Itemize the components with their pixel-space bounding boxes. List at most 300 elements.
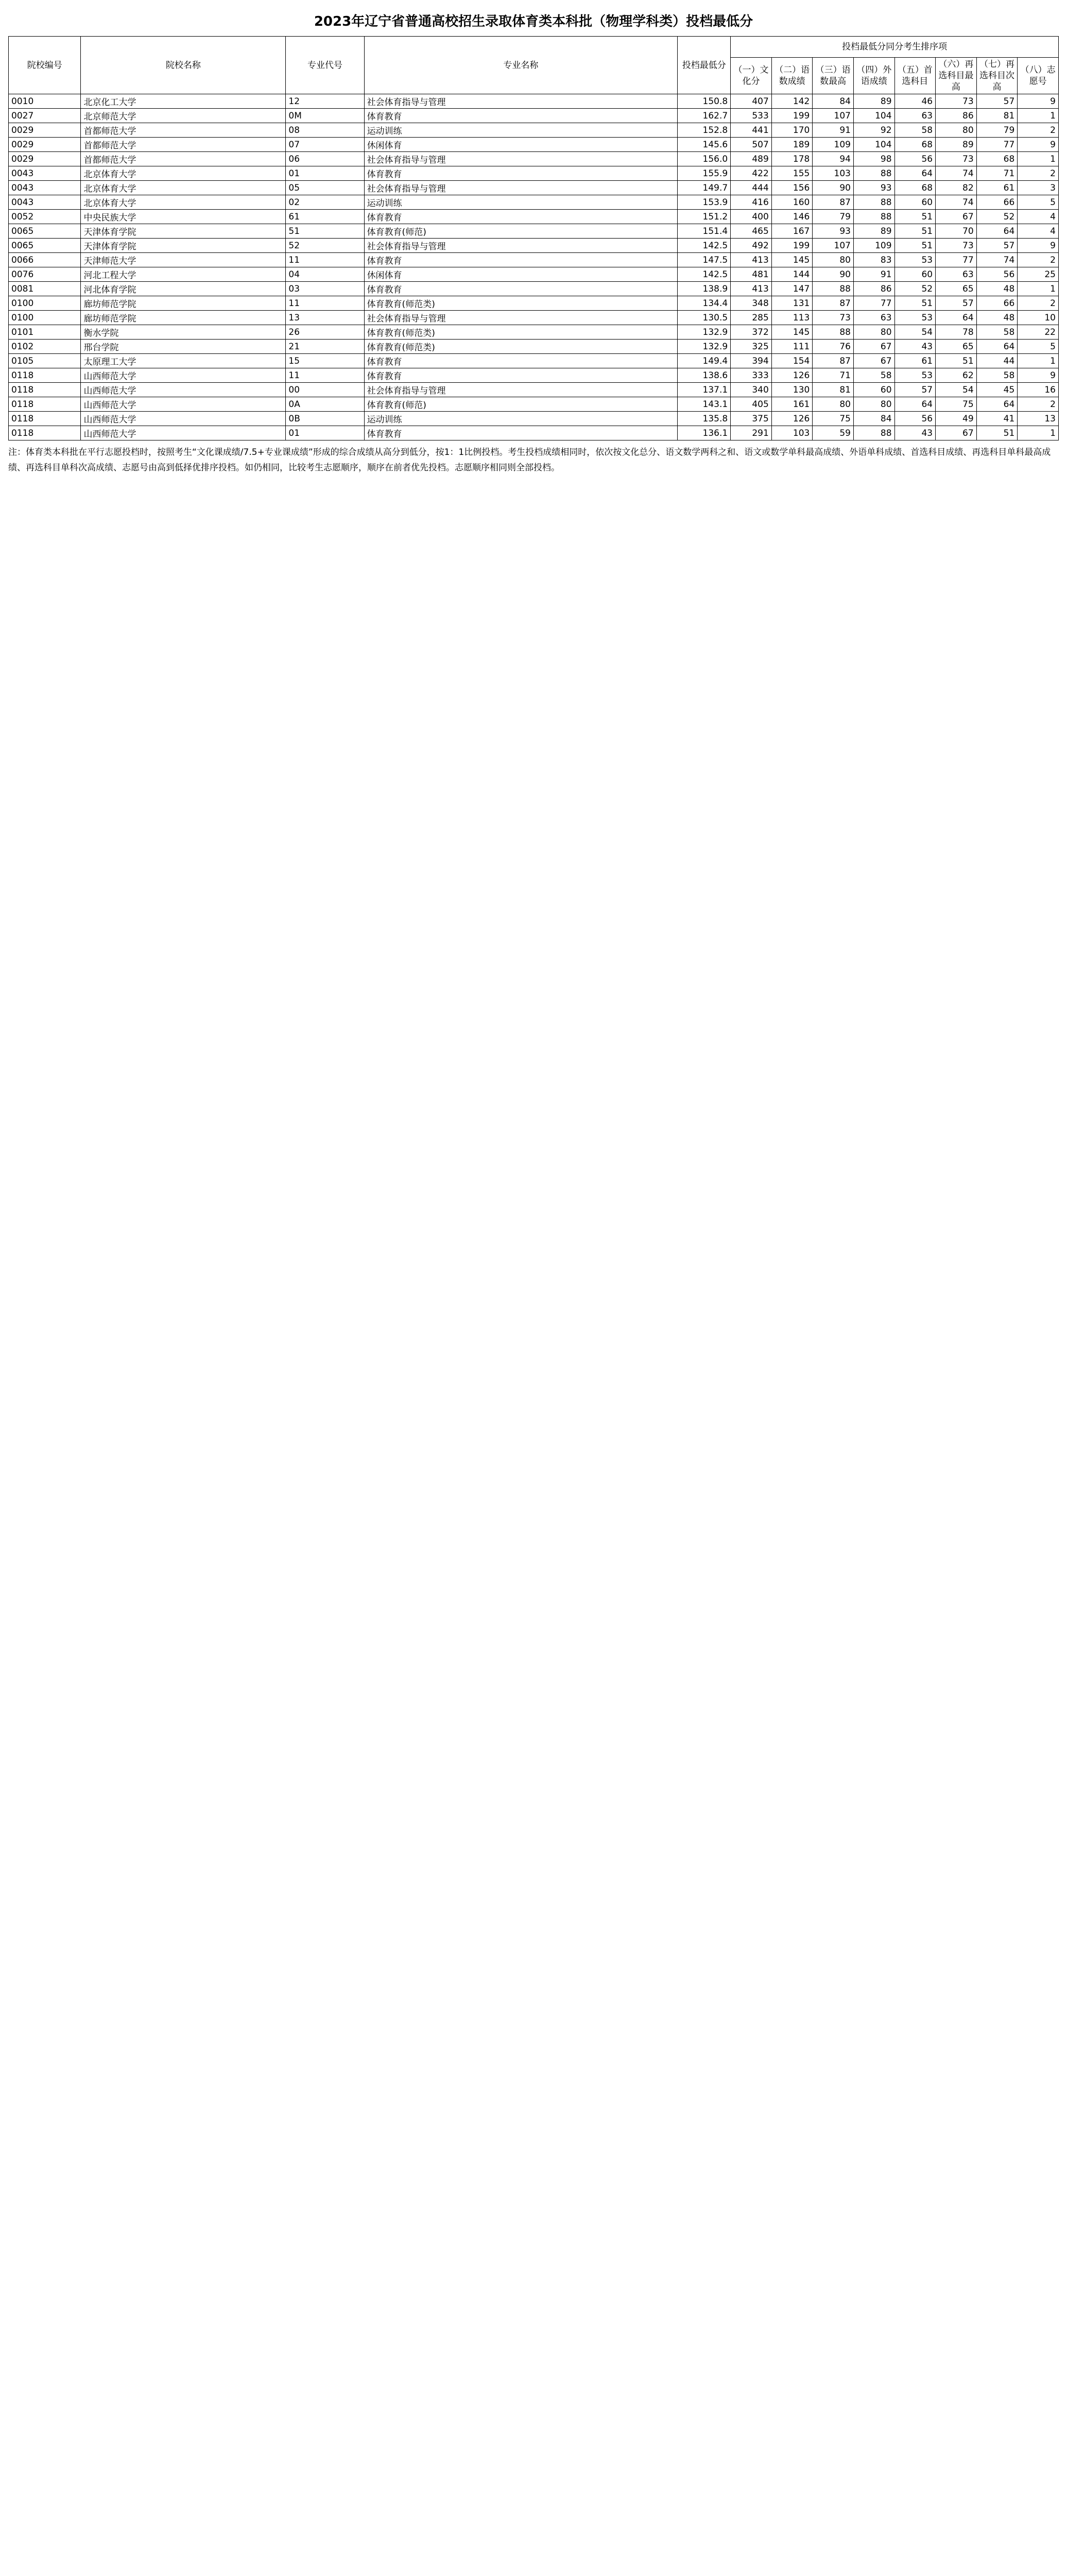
- cell-sub-2: 156: [771, 181, 813, 195]
- cell-min-score: 149.7: [678, 181, 731, 195]
- header-sub-5: （五）首选科目: [894, 58, 936, 94]
- cell-min-score: 145.6: [678, 138, 731, 152]
- cell-sub-1: 422: [731, 166, 772, 181]
- cell-min-score: 156.0: [678, 152, 731, 166]
- cell-school-name: 北京化工大学: [81, 94, 286, 109]
- cell-sub-5: 57: [894, 383, 936, 397]
- cell-sub-2: 167: [771, 224, 813, 239]
- cell-sub-5: 58: [894, 123, 936, 138]
- header-sub-7: （七）再选科目次高: [976, 58, 1018, 94]
- cell-major-name: 体育教育: [364, 354, 678, 368]
- cell-sub-1: 413: [731, 282, 772, 296]
- cell-sub-1: 348: [731, 296, 772, 311]
- cell-school-code: 0118: [9, 397, 81, 412]
- cell-sub-3: 71: [813, 368, 854, 383]
- cell-min-score: 137.1: [678, 383, 731, 397]
- cell-sub-2: 178: [771, 152, 813, 166]
- cell-min-score: 162.7: [678, 109, 731, 123]
- cell-sub-5: 61: [894, 354, 936, 368]
- cell-sub-2: 126: [771, 368, 813, 383]
- cell-sub-1: 489: [731, 152, 772, 166]
- cell-sub-2: 155: [771, 166, 813, 181]
- cell-sub-8: 5: [1018, 195, 1059, 210]
- cell-major-name: 体育教育: [364, 109, 678, 123]
- cell-sub-6: 65: [936, 340, 977, 354]
- cell-sub-7: 61: [976, 181, 1018, 195]
- cell-major-code: 51: [286, 224, 364, 239]
- page-title: 2023年辽宁省普通高校招生录取体育类本科批（物理学科类）投档最低分: [314, 14, 753, 29]
- cell-min-score: 138.6: [678, 368, 731, 383]
- table-row: [9, 397, 1059, 412]
- cell-school-code: 0065: [9, 224, 81, 239]
- cell-major-code: 05: [286, 181, 364, 195]
- cell-sub-7: 64: [976, 340, 1018, 354]
- table-body: [9, 94, 1059, 440]
- cell-sub-7: 79: [976, 123, 1018, 138]
- cell-sub-7: 64: [976, 397, 1018, 412]
- table-row: [9, 325, 1059, 340]
- cell-sub-2: 111: [771, 340, 813, 354]
- cell-sub-7: 66: [976, 296, 1018, 311]
- cell-sub-7: 58: [976, 368, 1018, 383]
- cell-sub-3: 80: [813, 253, 854, 267]
- cell-sub-6: 65: [936, 282, 977, 296]
- table-row: [9, 383, 1059, 397]
- cell-sub-1: 405: [731, 397, 772, 412]
- cell-sub-2: 144: [771, 267, 813, 282]
- cell-school-name: 天津师范大学: [81, 253, 286, 267]
- header-school-code: 院校编号: [9, 37, 81, 94]
- cell-sub-1: 413: [731, 253, 772, 267]
- cell-major-name: 社会体育指导与管理: [364, 181, 678, 195]
- cell-sub-4: 91: [853, 267, 894, 282]
- cell-major-name: 休闲体育: [364, 267, 678, 282]
- cell-sub-4: 86: [853, 282, 894, 296]
- cell-school-name: 廊坊师范学院: [81, 311, 286, 325]
- cell-sub-4: 80: [853, 397, 894, 412]
- cell-sub-8: 2: [1018, 123, 1059, 138]
- cell-school-code: 0029: [9, 123, 81, 138]
- cell-sub-7: 57: [976, 94, 1018, 109]
- cell-sub-1: 285: [731, 311, 772, 325]
- cell-major-code: 07: [286, 138, 364, 152]
- table-row: [9, 166, 1059, 181]
- cell-major-name: 休闲体育: [364, 138, 678, 152]
- cell-sub-1: 375: [731, 412, 772, 426]
- cell-sub-8: 1: [1018, 109, 1059, 123]
- cell-major-code: 15: [286, 354, 364, 368]
- cell-major-code: 61: [286, 210, 364, 224]
- cell-sub-4: 60: [853, 383, 894, 397]
- cell-school-code: 0118: [9, 426, 81, 440]
- cell-sub-1: 441: [731, 123, 772, 138]
- cell-sub-1: 444: [731, 181, 772, 195]
- cell-sub-2: 145: [771, 253, 813, 267]
- header-school-name: 院校名称: [81, 37, 286, 94]
- cell-sub-4: 83: [853, 253, 894, 267]
- cell-school-name: 山西师范大学: [81, 383, 286, 397]
- cell-sub-3: 59: [813, 426, 854, 440]
- cell-major-name: 体育教育: [364, 282, 678, 296]
- cell-sub-5: 56: [894, 152, 936, 166]
- cell-sub-3: 90: [813, 181, 854, 195]
- cell-major-code: 04: [286, 267, 364, 282]
- cell-sub-6: 64: [936, 311, 977, 325]
- cell-sub-4: 88: [853, 166, 894, 181]
- cell-min-score: 142.5: [678, 267, 731, 282]
- table-row: [9, 368, 1059, 383]
- cell-min-score: 130.5: [678, 311, 731, 325]
- cell-min-score: 152.8: [678, 123, 731, 138]
- cell-sub-5: 60: [894, 267, 936, 282]
- cell-major-code: 13: [286, 311, 364, 325]
- cell-sub-8: 2: [1018, 253, 1059, 267]
- cell-sub-3: 103: [813, 166, 854, 181]
- cell-school-name: 北京体育大学: [81, 166, 286, 181]
- cell-sub-1: 333: [731, 368, 772, 383]
- cell-school-name: 山西师范大学: [81, 426, 286, 440]
- table-row: [9, 109, 1059, 123]
- cell-school-name: 首都师范大学: [81, 152, 286, 166]
- cell-school-name: 河北体育学院: [81, 282, 286, 296]
- cell-school-name: 首都师范大学: [81, 123, 286, 138]
- cell-sub-8: 9: [1018, 239, 1059, 253]
- cell-sub-2: 161: [771, 397, 813, 412]
- cell-major-name: 体育教育: [364, 426, 678, 440]
- cell-school-name: 北京体育大学: [81, 195, 286, 210]
- cell-sub-1: 481: [731, 267, 772, 282]
- cell-sub-6: 67: [936, 426, 977, 440]
- cell-school-code: 0043: [9, 195, 81, 210]
- admission-score-table: [8, 36, 1059, 440]
- cell-sub-1: 340: [731, 383, 772, 397]
- cell-school-name: 中央民族大学: [81, 210, 286, 224]
- cell-major-code: 06: [286, 152, 364, 166]
- cell-sub-1: 372: [731, 325, 772, 340]
- cell-sub-2: 189: [771, 138, 813, 152]
- cell-sub-4: 89: [853, 94, 894, 109]
- cell-min-score: 147.5: [678, 253, 731, 267]
- cell-sub-4: 88: [853, 426, 894, 440]
- cell-sub-7: 52: [976, 210, 1018, 224]
- cell-major-name: 社会体育指导与管理: [364, 94, 678, 109]
- cell-major-name: 运动训练: [364, 195, 678, 210]
- cell-school-code: 0081: [9, 282, 81, 296]
- cell-major-name: 体育教育(师范): [364, 224, 678, 239]
- table-row: [9, 340, 1059, 354]
- cell-sub-8: 1: [1018, 354, 1059, 368]
- cell-major-code: 01: [286, 166, 364, 181]
- header-sub-3: （三）语数最高: [813, 58, 854, 94]
- cell-sub-7: 81: [976, 109, 1018, 123]
- cell-major-name: 体育教育: [364, 210, 678, 224]
- cell-min-score: 136.1: [678, 426, 731, 440]
- table-row: [9, 267, 1059, 282]
- cell-sub-7: 58: [976, 325, 1018, 340]
- cell-school-name: 天津体育学院: [81, 224, 286, 239]
- table-row: [9, 195, 1059, 210]
- cell-sub-4: 84: [853, 412, 894, 426]
- cell-min-score: 132.9: [678, 340, 731, 354]
- cell-sub-3: 75: [813, 412, 854, 426]
- cell-sub-2: 160: [771, 195, 813, 210]
- cell-sub-5: 53: [894, 368, 936, 383]
- header-sub-2: （二）语数成绩: [771, 58, 813, 94]
- cell-sub-1: 492: [731, 239, 772, 253]
- cell-sub-5: 64: [894, 166, 936, 181]
- cell-school-name: 廊坊师范学院: [81, 296, 286, 311]
- cell-sub-7: 66: [976, 195, 1018, 210]
- cell-sub-6: 67: [936, 210, 977, 224]
- cell-sub-6: 57: [936, 296, 977, 311]
- cell-sub-8: 9: [1018, 138, 1059, 152]
- cell-sub-2: 126: [771, 412, 813, 426]
- cell-school-name: 山西师范大学: [81, 368, 286, 383]
- cell-sub-6: 62: [936, 368, 977, 383]
- cell-sub-7: 71: [976, 166, 1018, 181]
- cell-sub-3: 88: [813, 282, 854, 296]
- cell-sub-2: 145: [771, 325, 813, 340]
- cell-major-name: 社会体育指导与管理: [364, 239, 678, 253]
- cell-sub-6: 82: [936, 181, 977, 195]
- table-row: [9, 354, 1059, 368]
- cell-sub-5: 60: [894, 195, 936, 210]
- cell-sub-6: 74: [936, 166, 977, 181]
- cell-school-name: 首都师范大学: [81, 138, 286, 152]
- cell-sub-5: 63: [894, 109, 936, 123]
- cell-sub-5: 68: [894, 181, 936, 195]
- cell-school-code: 0029: [9, 152, 81, 166]
- header-sub-6: （六）再选科目最高: [936, 58, 977, 94]
- cell-school-code: 0076: [9, 267, 81, 282]
- cell-sub-8: 2: [1018, 397, 1059, 412]
- cell-sub-8: 13: [1018, 412, 1059, 426]
- cell-major-code: 0B: [286, 412, 364, 426]
- cell-sub-1: 400: [731, 210, 772, 224]
- cell-sub-8: 9: [1018, 368, 1059, 383]
- cell-sub-2: 199: [771, 109, 813, 123]
- header-min-score: 投档最低分: [678, 37, 731, 94]
- cell-sub-2: 170: [771, 123, 813, 138]
- cell-sub-4: 88: [853, 210, 894, 224]
- cell-sub-2: 131: [771, 296, 813, 311]
- table-row: [9, 138, 1059, 152]
- cell-sub-6: 51: [936, 354, 977, 368]
- cell-sub-8: 2: [1018, 166, 1059, 181]
- cell-sub-6: 89: [936, 138, 977, 152]
- cell-school-code: 0029: [9, 138, 81, 152]
- cell-sub-3: 109: [813, 138, 854, 152]
- cell-sub-7: 44: [976, 354, 1018, 368]
- cell-school-name: 山西师范大学: [81, 412, 286, 426]
- cell-major-name: 体育教育(师范类): [364, 340, 678, 354]
- cell-major-name: 体育教育: [364, 166, 678, 181]
- cell-major-name: 社会体育指导与管理: [364, 311, 678, 325]
- cell-min-score: 132.9: [678, 325, 731, 340]
- cell-sub-3: 88: [813, 325, 854, 340]
- cell-major-code: 01: [286, 426, 364, 440]
- cell-sub-4: 104: [853, 138, 894, 152]
- cell-sub-5: 68: [894, 138, 936, 152]
- cell-sub-3: 87: [813, 296, 854, 311]
- cell-major-name: 社会体育指导与管理: [364, 152, 678, 166]
- cell-sub-4: 67: [853, 340, 894, 354]
- cell-sub-6: 77: [936, 253, 977, 267]
- cell-school-name: 邢台学院: [81, 340, 286, 354]
- cell-major-code: 02: [286, 195, 364, 210]
- cell-school-code: 0118: [9, 383, 81, 397]
- cell-sub-3: 84: [813, 94, 854, 109]
- cell-sub-8: 1: [1018, 282, 1059, 296]
- cell-min-score: 155.9: [678, 166, 731, 181]
- table-row: [9, 282, 1059, 296]
- cell-school-code: 0100: [9, 311, 81, 325]
- cell-school-code: 0118: [9, 412, 81, 426]
- cell-sub-4: 58: [853, 368, 894, 383]
- cell-major-code: 11: [286, 368, 364, 383]
- table-row: [9, 123, 1059, 138]
- cell-sub-2: 113: [771, 311, 813, 325]
- cell-sub-4: 104: [853, 109, 894, 123]
- cell-sub-5: 51: [894, 239, 936, 253]
- cell-sub-1: 291: [731, 426, 772, 440]
- cell-min-score: 138.9: [678, 282, 731, 296]
- cell-sub-1: 416: [731, 195, 772, 210]
- cell-sub-5: 43: [894, 426, 936, 440]
- cell-sub-5: 56: [894, 412, 936, 426]
- page: [8, 0, 1059, 486]
- header-sub-8: （八）志愿号: [1018, 58, 1059, 94]
- cell-school-name: 北京体育大学: [81, 181, 286, 195]
- header-major-name: 专业名称: [364, 37, 678, 94]
- cell-min-score: 134.4: [678, 296, 731, 311]
- table-row: [9, 311, 1059, 325]
- cell-sub-2: 154: [771, 354, 813, 368]
- cell-sub-8: 4: [1018, 224, 1059, 239]
- cell-major-code: 11: [286, 253, 364, 267]
- cell-major-code: 52: [286, 239, 364, 253]
- table-row: [9, 210, 1059, 224]
- cell-major-code: 26: [286, 325, 364, 340]
- cell-sub-8: 10: [1018, 311, 1059, 325]
- cell-school-name: 山西师范大学: [81, 397, 286, 412]
- cell-sub-2: 199: [771, 239, 813, 253]
- cell-sub-5: 46: [894, 94, 936, 109]
- cell-sub-3: 107: [813, 109, 854, 123]
- cell-sub-8: 25: [1018, 267, 1059, 282]
- cell-sub-4: 93: [853, 181, 894, 195]
- cell-major-name: 体育教育(师范): [364, 397, 678, 412]
- cell-min-score: 135.8: [678, 412, 731, 426]
- cell-sub-4: 80: [853, 325, 894, 340]
- cell-sub-2: 147: [771, 282, 813, 296]
- cell-sub-4: 109: [853, 239, 894, 253]
- cell-min-score: 149.4: [678, 354, 731, 368]
- cell-sub-7: 64: [976, 224, 1018, 239]
- cell-major-name: 体育教育: [364, 368, 678, 383]
- cell-sub-3: 90: [813, 267, 854, 282]
- cell-sub-1: 394: [731, 354, 772, 368]
- table-row: [9, 94, 1059, 109]
- cell-sub-1: 533: [731, 109, 772, 123]
- cell-major-name: 运动训练: [364, 412, 678, 426]
- cell-sub-3: 87: [813, 354, 854, 368]
- cell-sub-6: 75: [936, 397, 977, 412]
- cell-sub-5: 51: [894, 210, 936, 224]
- footnote: 注：体育类本科批在平行志愿投档时，按照考生“文化课成绩/7.5+专业课成绩”形成的综合成绩从高分到低分，按1：1比例投档。考生投档成绩相同时，依次按文化总分、语文数学两科之和、语文或数学单科最高成绩、外语单科成绩、首选科目成绩、再选科目单科最高成绩、再选科目单科次高成绩、志愿号由高到低择优排序投档。如仍相同，比较考生志愿顺序，顺序在前者优先投档。志愿顺序相同则全部投档。: [8, 447, 1051, 473]
- cell-sub-6: 78: [936, 325, 977, 340]
- cell-school-code: 0065: [9, 239, 81, 253]
- cell-sub-2: 142: [771, 94, 813, 109]
- cell-sub-1: 325: [731, 340, 772, 354]
- cell-school-code: 0043: [9, 166, 81, 181]
- cell-major-code: 00: [286, 383, 364, 397]
- cell-major-name: 体育教育: [364, 253, 678, 267]
- cell-sub-5: 51: [894, 296, 936, 311]
- cell-school-code: 0052: [9, 210, 81, 224]
- header-sub-1: （一）文化分: [731, 58, 772, 94]
- table-row: [9, 181, 1059, 195]
- cell-sub-2: 146: [771, 210, 813, 224]
- cell-major-code: 21: [286, 340, 364, 354]
- cell-sub-3: 107: [813, 239, 854, 253]
- cell-sub-1: 465: [731, 224, 772, 239]
- cell-sub-3: 73: [813, 311, 854, 325]
- cell-sub-8: 1: [1018, 426, 1059, 440]
- cell-sub-7: 51: [976, 426, 1018, 440]
- cell-school-code: 0101: [9, 325, 81, 340]
- cell-school-code: 0105: [9, 354, 81, 368]
- cell-sub-4: 92: [853, 123, 894, 138]
- cell-school-code: 0102: [9, 340, 81, 354]
- cell-sub-7: 74: [976, 253, 1018, 267]
- cell-min-score: 142.5: [678, 239, 731, 253]
- cell-school-name: 衡水学院: [81, 325, 286, 340]
- cell-school-code: 0066: [9, 253, 81, 267]
- cell-sub-7: 56: [976, 267, 1018, 282]
- cell-major-code: 11: [286, 296, 364, 311]
- cell-sub-5: 51: [894, 224, 936, 239]
- cell-sub-5: 43: [894, 340, 936, 354]
- cell-sub-7: 48: [976, 311, 1018, 325]
- cell-sub-8: 9: [1018, 94, 1059, 109]
- cell-major-name: 社会体育指导与管理: [364, 383, 678, 397]
- cell-school-code: 0100: [9, 296, 81, 311]
- cell-sub-1: 507: [731, 138, 772, 152]
- cell-sub-3: 81: [813, 383, 854, 397]
- cell-sub-4: 63: [853, 311, 894, 325]
- cell-school-name: 河北工程大学: [81, 267, 286, 282]
- cell-sub-5: 64: [894, 397, 936, 412]
- table-row: [9, 224, 1059, 239]
- cell-sub-2: 103: [771, 426, 813, 440]
- cell-sub-8: 22: [1018, 325, 1059, 340]
- cell-sub-6: 86: [936, 109, 977, 123]
- cell-sub-3: 87: [813, 195, 854, 210]
- cell-school-name: 北京师范大学: [81, 109, 286, 123]
- cell-min-score: 143.1: [678, 397, 731, 412]
- cell-sub-6: 73: [936, 94, 977, 109]
- cell-major-code: 08: [286, 123, 364, 138]
- cell-sub-3: 76: [813, 340, 854, 354]
- cell-sub-1: 407: [731, 94, 772, 109]
- cell-sub-8: 3: [1018, 181, 1059, 195]
- cell-school-name: 天津体育学院: [81, 239, 286, 253]
- cell-sub-4: 98: [853, 152, 894, 166]
- cell-sub-3: 80: [813, 397, 854, 412]
- cell-sub-8: 16: [1018, 383, 1059, 397]
- cell-sub-3: 94: [813, 152, 854, 166]
